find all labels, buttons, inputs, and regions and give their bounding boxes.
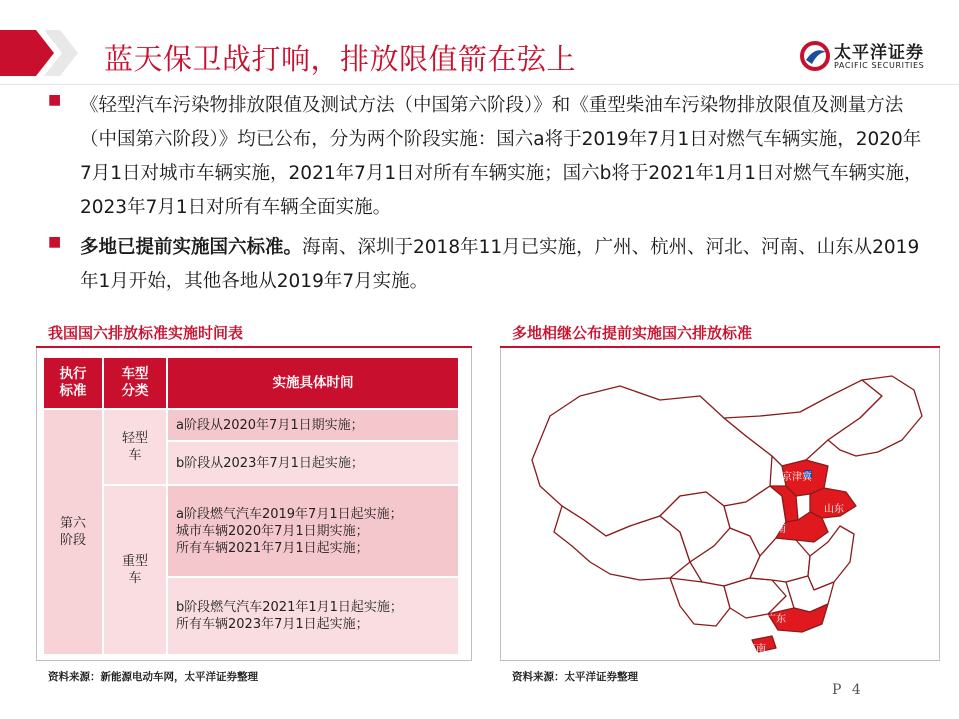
pacific-securities-logo-icon [800, 38, 830, 74]
header-divider [0, 84, 959, 85]
header-implementation-time: 实施具体时间 [168, 358, 458, 408]
bullet-square-icon: ■ [48, 92, 62, 108]
header-chevron-icon [0, 30, 78, 76]
cell-heavy-vehicle: 重型车 [104, 486, 166, 654]
bullet-paragraph-1 [80, 89, 930, 225]
slide-title: 蓝天保卫战打响，排放限值箭在弦上 [104, 42, 577, 76]
cell-light-stage-a: a阶段从2020年7月1日期实施； [168, 410, 458, 440]
bullet-square-icon: ■ [48, 234, 62, 250]
map-region-yunnan [670, 578, 730, 626]
table-source-note: 资料来源：新能源电动车网，太平洋证券整理 [48, 671, 258, 683]
map-label-henan: 河南 [766, 524, 786, 535]
map-label-shandong: 山东 [824, 504, 844, 515]
china-province-map [510, 356, 934, 656]
cell-heavy-stage-b: b阶段燃气汽车2021年1月1日起实施； 所有车辆2023年7月1日起实施； [168, 578, 458, 654]
header-vehicle-type: 车型分类 [104, 358, 166, 408]
cell-heavy-stage-a: a阶段燃气汽车2019年7月1日起实施； 城市车辆2020年7月1日期实施； 所有车辆2021年7月1日起实施； [168, 486, 458, 576]
bullet-2-text: 海南、深圳于2018年11月已实施，广州、杭州、河北、河南、山东从2019年1月开始，其他各地从2019年7月实施。 [80, 237, 920, 292]
map-label-shanxi: 山西 [762, 498, 782, 509]
page-number: P 4 [832, 682, 864, 698]
header-standard: 执行标准 [44, 358, 102, 408]
cell-light-vehicle: 轻型车 [104, 410, 166, 484]
map-label-guangdong: 广东 [766, 614, 786, 625]
table-section-title: 我国国六排放标准实施时间表 [48, 324, 244, 342]
map-source-note: 资料来源：太平洋证券整理 [512, 671, 638, 683]
bullet-1-text: 《轻型汽车污染物排放限值及测试方法（中国第六阶段）》和《重型柴油车污染物排放限值及测量方法（中国第六阶段）》均已公布，分为两个阶段实施：国六a将于2019年7月1日对燃气车辆实施，2020年7月1日对城市车辆实施，2021年7月1日对所有车辆实施；国六b将于2021年1月1日对燃气车辆实施，2023年7月1日对所有车辆全面实施。 [80, 95, 923, 218]
logo-company-name-en: PACIFIC SECURITIES [834, 61, 925, 70]
cell-light-stage-b: b阶段从2023年7月1日起实施； [168, 442, 458, 484]
logo-company-name: 太平洋证券 [834, 43, 924, 63]
cell-stage-six: 第六阶段 [44, 410, 102, 654]
emission-standard-table [44, 358, 458, 654]
map-section-title: 多地相继公布提前实施国六排放标准 [512, 324, 753, 342]
bullet-paragraph-2 [80, 231, 930, 299]
map-label-jingjinji: 京津冀 [782, 472, 812, 483]
map-label-hainan: 海南 [746, 644, 766, 655]
bullet-2-bold: 多地已提前实施国六标准。 [80, 237, 303, 258]
